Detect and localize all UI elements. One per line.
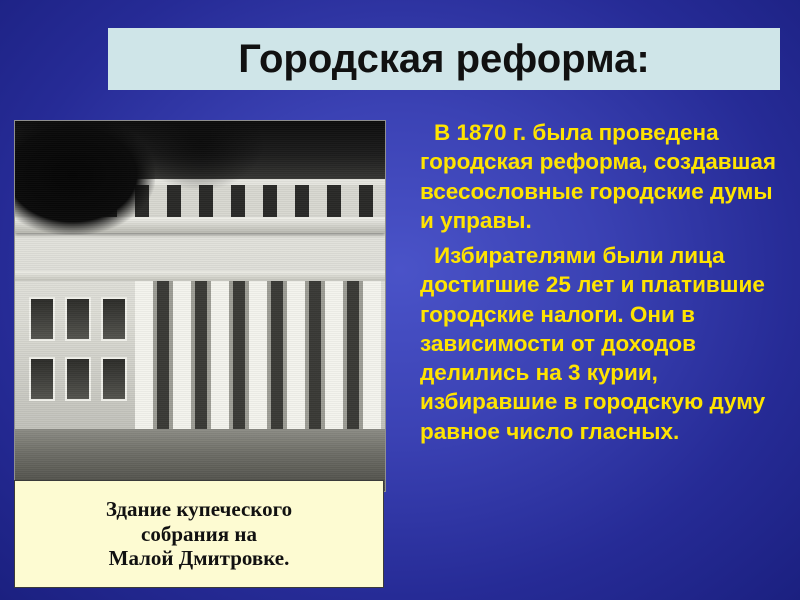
historic-photo xyxy=(14,120,386,492)
caption-line-2: собрания на xyxy=(141,521,257,546)
photo-image xyxy=(15,121,385,491)
slide-body xyxy=(396,118,792,452)
body-paragraph-2: Избирателями были лица достигшие 25 лет и платившие городские налоги. Они в зависимости от доходов делились на 3 курии, избиравшие в городскую думу равное число гласных. xyxy=(420,243,766,444)
photo-caption xyxy=(14,480,384,588)
caption-line-3: Малой Дмитровке. xyxy=(108,546,290,571)
page-title: Городская реформа: xyxy=(238,36,650,81)
caption-line-1: Здание купеческого xyxy=(105,496,293,521)
body-paragraph-1: В 1870 г. была проведена городская реформа, создавшая всесословные городские думы и управы. xyxy=(420,120,777,233)
slide-title-band xyxy=(108,28,780,90)
photo-cornice-lower xyxy=(15,271,385,281)
photo-left-wing xyxy=(21,291,129,431)
photo-colonnade xyxy=(135,281,381,431)
photo-tree-foliage xyxy=(14,120,155,235)
photo-tree-foliage-right xyxy=(135,121,265,191)
